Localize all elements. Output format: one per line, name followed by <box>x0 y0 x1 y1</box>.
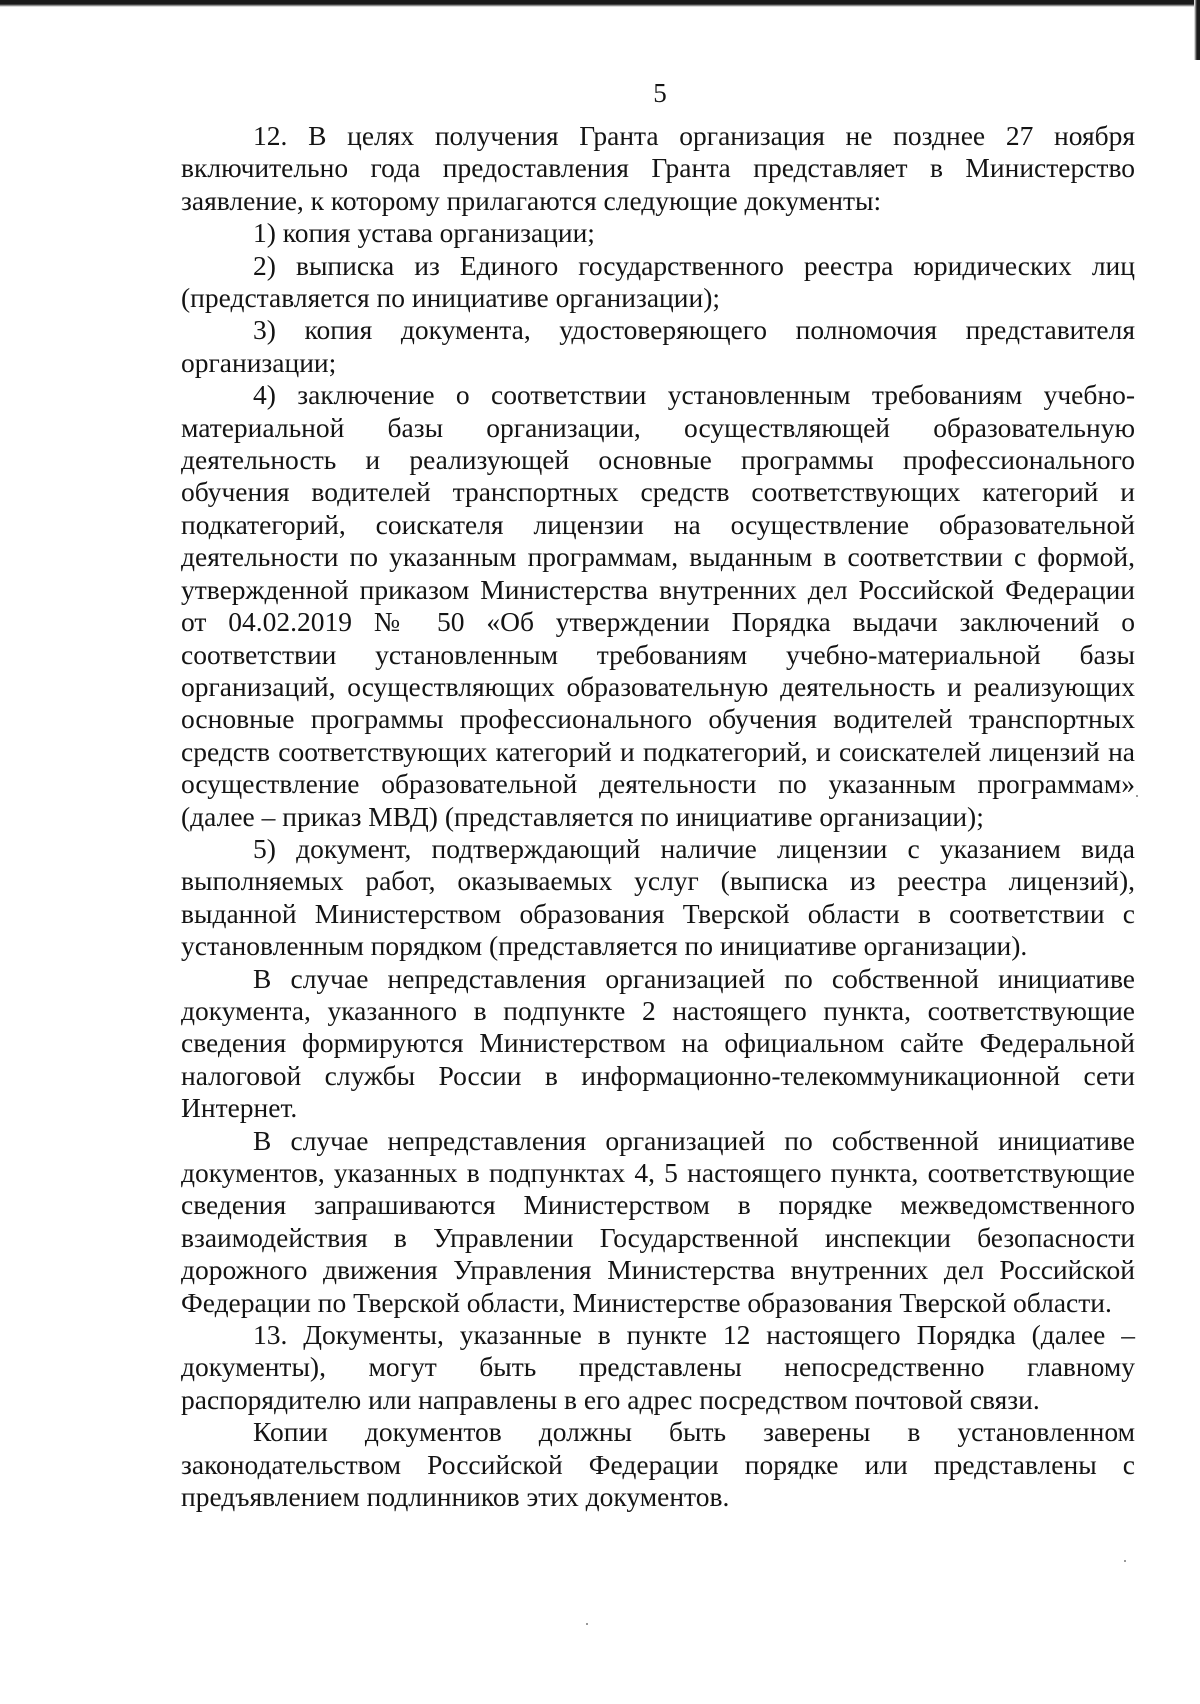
paragraph-copies: Копии документов должны быть заверены в установленном законодательством Российской Федерации порядке или представлены с предъявлением подлинников этих документов. <box>181 1416 1135 1513</box>
list-item-2: 2) выписка из Единого государственного реестра юридических лиц (представляется по инициативе организации); <box>181 249 1135 314</box>
list-item-1: 1) копия устава организации; <box>253 217 595 249</box>
scan-top-edge <box>0 0 1200 7</box>
document-body <box>181 120 1135 1513</box>
scan-speck <box>1124 1560 1126 1562</box>
paragraph-13: 13. Документы, указанные в пункте 12 настоящего Порядка (далее – документы), могут быть представлены непосредственно главному распорядителю или направлены в его адрес посредством почтовой связи. <box>181 1319 1135 1415</box>
list-item-3: 3) копия документа, удостоверяющего полномочия представителя организации; <box>181 314 1135 378</box>
list-item-5: 5) документ, подтверждающий наличие лицензии с указанием вида выполняемых работ, оказываемых услуг (выписка из реестра лицензий), выданной Министерством образования Тверской области в соответствии с установленным порядком (представляется по инициативе организации). <box>181 832 1135 962</box>
scan-right-edge <box>1194 0 1200 60</box>
paragraph-nonsubmission-items-4-5: В случае непредставления организацией по собственной инициативе документов, указанных в подпунктах 4, 5 настоящего пункта, соответствующие сведения запрашиваются Министерством в порядке межведомственного взаимодействия в Управлении Государственной инспекции безопасности дорожного движения Управления Министерства внутренних дел Российской Федерации по Тверской области, Министерстве образования Тверской области. <box>181 1124 1135 1318</box>
page-number: 5 <box>653 78 667 108</box>
scan-speck <box>586 1623 588 1625</box>
paragraph-12: 12. В целях получения Гранта организация не позднее 27 ноября включительно года предоставления Гранта представляет в Министерство заявление, к которому прилагаются следующие документы: <box>181 120 1135 216</box>
scan-speck <box>1136 795 1138 797</box>
list-item-4: 4) заключение о соответствии установленным требованиям учебно-материальной базы организации, осуществляющей образовательную деятельность и реализующей основные программы профессионального обучения водителей транспортных средств соответствующих категорий и подкатегорий, соискателя лицензии на осуществление образовательной деятельности по указанным программам, выданным в соответствии с формой, утвержденной приказом Министерства внутренних дел Российской Федерации от 04.02.2019 № 50 «Об утверждении Порядка выдачи заключений о соответствии установленным требованиям учебно-материальной базы организаций, осуществляющих образовательную деятельность и реализующих основные программы профессионального обучения водителей транспортных средств соответствующих категорий и подкатегорий, и соискателей лицензий на осуществление образовательной деятельности по указанным программам» (далее – приказ МВД) (представляется по инициативе организации); <box>181 379 1135 832</box>
paragraph-nonsubmission-item-2: В случае непредставления организацией по собственной инициативе документа, указанного в подпункте 2 настоящего пункта, соответствующие сведения формируются Министерством на официальном сайте Федеральной налоговой службы России в информационно-телекоммуникационной сети Интернет. <box>181 962 1135 1124</box>
